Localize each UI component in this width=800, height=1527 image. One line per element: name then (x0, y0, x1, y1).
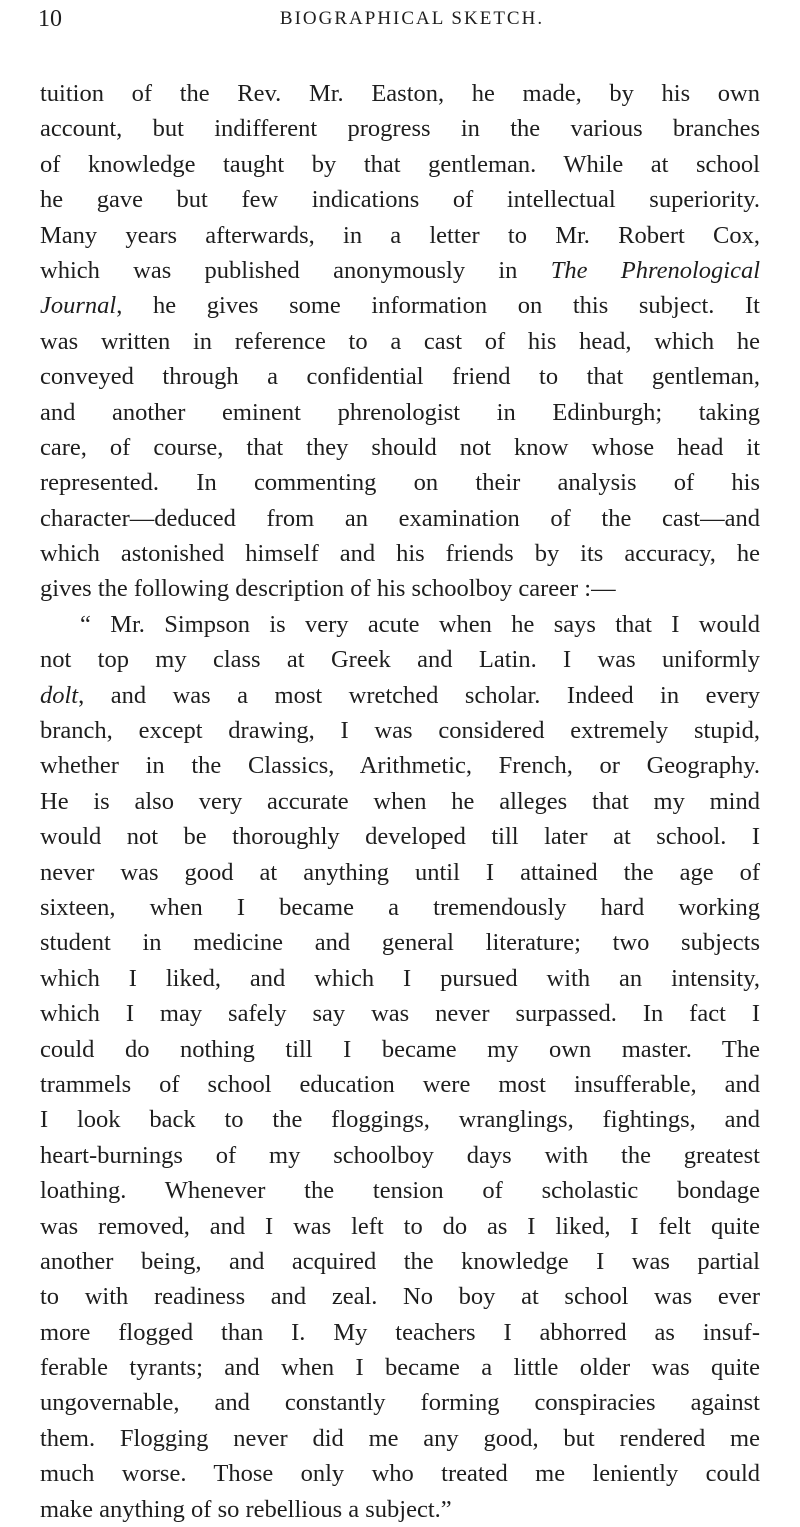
text-segment: represented. In commenting on their analysis of his (40, 469, 760, 497)
text-segment: tuition of the Rev. Mr. Easton, he made, by his own (40, 80, 760, 107)
text-segment: I look back to the floggings, wranglings, fightings, and (40, 1106, 760, 1134)
text-line (40, 1350, 760, 1385)
text-segment: which I liked, and which I pursued with an intensity, (40, 964, 760, 992)
text-line (40, 890, 760, 925)
text-line (40, 1244, 760, 1279)
text-line (40, 819, 760, 854)
text-line (40, 996, 760, 1031)
text-line (40, 1032, 760, 1067)
running-head (38, 4, 760, 34)
text-segment: which was published anonymously in (40, 256, 551, 284)
text-line (40, 147, 760, 182)
text-line (40, 1102, 760, 1137)
text-segment: he gave but few indications of intellectual superiority. (40, 186, 760, 214)
text-segment: ferable tyrants; and when I became a little older was quite (40, 1354, 760, 1382)
text-line (40, 642, 760, 677)
text-line (40, 76, 760, 111)
text-line (40, 571, 760, 606)
text-segment: account, but indifferent progress in the various branches (40, 115, 760, 143)
text-segment: was removed, and I was left to do as I liked, I felt quite (40, 1212, 760, 1240)
text-segment: , he gives some information on this subject. It (116, 292, 760, 320)
running-title: BIOGRAPHICAL SKETCH. (279, 8, 545, 29)
text-segment: “ Mr. Simpson is very acute when he says that I would (80, 610, 760, 638)
text-segment: could do nothing till I became my own master. The (40, 1035, 760, 1063)
text-line (40, 1279, 760, 1314)
text-segment: never was good at anything until I attained the age of (40, 858, 760, 886)
text-line (40, 182, 760, 217)
text-segment: of knowledge taught by that gentleman. While at school (40, 150, 760, 178)
text-line (40, 395, 760, 430)
text-line (40, 607, 760, 642)
text-line (40, 430, 760, 465)
page-number: 10 (38, 6, 62, 32)
text-line (40, 501, 760, 536)
text-line (40, 748, 760, 783)
body-text (40, 76, 760, 1527)
text-line (40, 961, 760, 996)
text-line (40, 465, 760, 500)
text-line (40, 288, 760, 323)
text-segment: care, of course, that they should not know whose head it (40, 433, 760, 461)
text-line (40, 1492, 760, 1527)
text-line (40, 925, 760, 960)
text-segment: loathing. Whenever the tension of scholastic bondage (40, 1177, 760, 1205)
text-segment: conveyed through a confidential friend to that gentleman, (40, 363, 760, 391)
text-line (40, 111, 760, 146)
text-line (40, 1209, 760, 1244)
text-segment: much worse. Those only who treated me leniently could (40, 1460, 760, 1488)
text-segment: student in medicine and general literature; two subjects (40, 929, 760, 957)
text-line (40, 1138, 760, 1173)
text-line (40, 855, 760, 890)
text-line (40, 218, 760, 253)
text-segment: sixteen, when I became a tremendously hard working (40, 893, 760, 921)
text-line (40, 713, 760, 748)
italic-text: Journal (40, 292, 117, 320)
text-segment: character—deduced from an examination of the cast—and (40, 504, 760, 532)
text-line (40, 1456, 760, 1491)
text-line (40, 1067, 760, 1102)
text-line (40, 253, 760, 288)
text-segment: , and was a most wretched scholar. Indeed in every (78, 681, 760, 709)
text-line (40, 1385, 760, 1420)
text-segment: whether in the Classics, Arithmetic, French, or Geography. (40, 752, 760, 780)
text-segment: another being, and acquired the knowledge I was partial (40, 1247, 760, 1275)
text-segment: Many years afterwards, in a letter to Mr. Robert Cox, (40, 221, 760, 249)
text-segment: to with readiness and zeal. No boy at school was ever (40, 1283, 760, 1311)
text-segment: branch, except drawing, I was considered extremely stupid, (40, 717, 760, 745)
text-line (40, 678, 760, 713)
text-segment: not top my class at Greek and Latin. I was uniformly (40, 646, 760, 674)
text-segment: gives the following description of his schoolboy career :— (40, 575, 616, 603)
text-line (40, 359, 760, 394)
text-line (40, 324, 760, 359)
text-segment: trammels of school education were most insufferable, and (40, 1070, 760, 1098)
text-segment: make anything of so rebellious a subject.” (40, 1495, 452, 1523)
text-segment: would not be thoroughly developed till later at school. I (40, 823, 760, 851)
text-segment: which I may safely say was never surpassed. In fact I (40, 1000, 760, 1028)
text-segment: them. Flogging never did me any good, but rendered me (40, 1424, 760, 1452)
italic-text: The Phrenological (550, 256, 761, 284)
text-segment: was written in reference to a cast of his head, which he (40, 327, 760, 355)
italic-text: dolt (40, 681, 79, 709)
text-line (40, 536, 760, 571)
text-segment: ungovernable, and constantly forming conspiracies against (40, 1389, 760, 1417)
text-segment: which astonished himself and his friends by its accuracy, he (40, 540, 760, 568)
text-segment: more flogged than I. My teachers I abhorred as insuf- (40, 1318, 760, 1346)
text-line (40, 1315, 760, 1350)
text-line (40, 1421, 760, 1456)
text-line (40, 784, 760, 819)
text-segment: heart-burnings of my schoolboy days with the greatest (40, 1141, 760, 1169)
text-segment: He is also very accurate when he alleges that my mind (40, 787, 760, 815)
text-segment: and another eminent phrenologist in Edinburgh; taking (40, 398, 760, 426)
text-line (40, 1173, 760, 1208)
